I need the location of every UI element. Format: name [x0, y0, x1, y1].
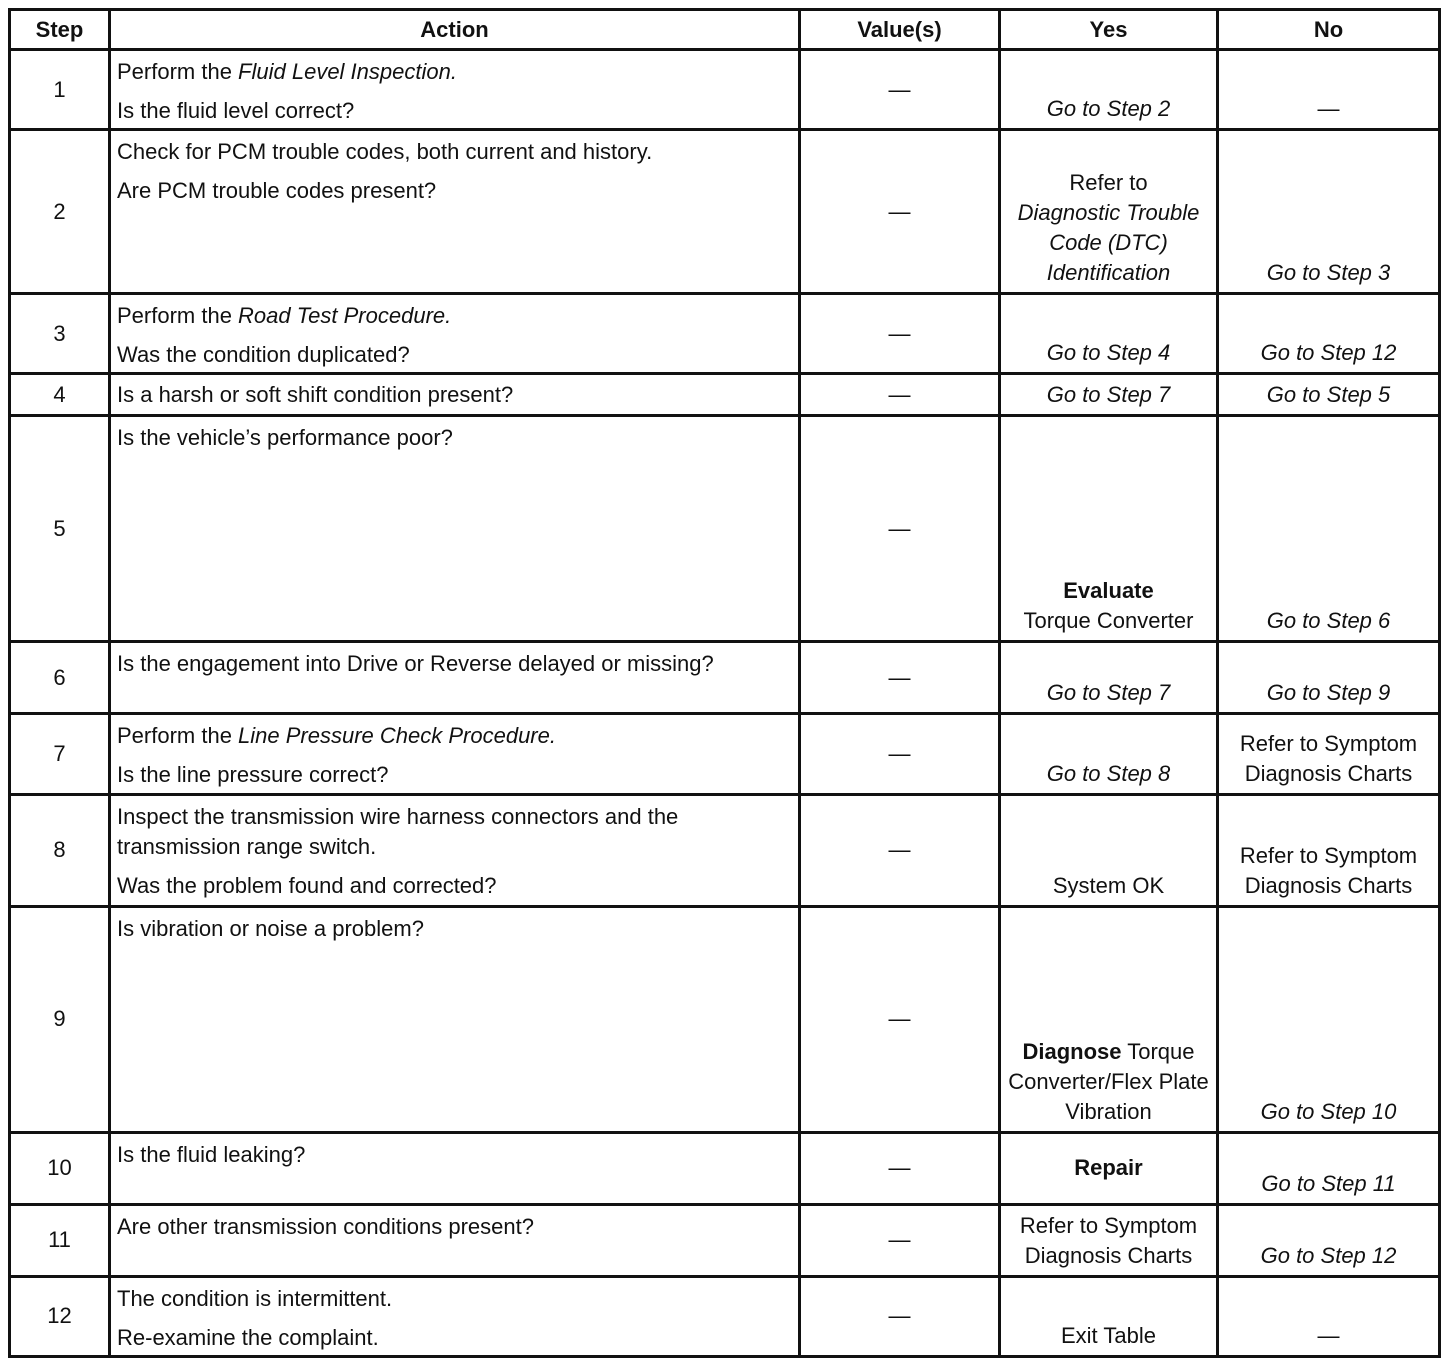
value-cell: —	[800, 1132, 1000, 1204]
value-cell: —	[800, 906, 1000, 1132]
yes-cell	[1000, 416, 1218, 642]
action-question: Is vibration or noise a problem?	[117, 915, 424, 941]
no-cell: —	[1218, 1276, 1440, 1356]
no-cell: Go to Step 12	[1218, 1204, 1440, 1276]
action-cell	[110, 374, 800, 416]
no-cell: Go to Step 11	[1218, 1132, 1440, 1204]
header-step: Step	[10, 10, 110, 50]
action-line	[117, 57, 792, 87]
yes-action-object: Torque Converter	[1023, 608, 1194, 634]
table-row	[10, 1276, 1440, 1356]
value-cell: —	[800, 1276, 1000, 1356]
action-cell	[110, 642, 800, 714]
action-question: Is the line pressure correct?	[117, 762, 389, 788]
yes-cell: Go to Step 4	[1000, 294, 1218, 374]
yes-action-verb: Evaluate	[1063, 578, 1154, 604]
yes-cell: Repair	[1000, 1132, 1218, 1204]
yes-cell: Go to Step 7	[1000, 374, 1218, 416]
action-question: Are PCM trouble codes present?	[117, 178, 437, 204]
value-cell: —	[800, 714, 1000, 794]
yes-cell	[1000, 906, 1218, 1132]
action-text: Perform the	[117, 723, 239, 749]
step-number: 12	[10, 1276, 110, 1356]
yes-reference: Diagnostic Trouble Code (DTC) Identification	[1017, 200, 1200, 286]
action-question: Was the problem found and corrected?	[117, 872, 497, 898]
value-cell: —	[800, 294, 1000, 374]
action-text: Check for PCM trouble codes, both current and history.	[117, 139, 653, 165]
table-row	[10, 714, 1440, 794]
action-cell	[110, 50, 800, 130]
table-row	[10, 642, 1440, 714]
header-action: Action	[110, 10, 800, 50]
table-row	[10, 416, 1440, 642]
action-cell	[110, 1276, 800, 1356]
procedure-reference: Fluid Level Inspection.	[238, 59, 457, 84]
yes-cell: Go to Step 7	[1000, 642, 1218, 714]
value-cell: —	[800, 130, 1000, 294]
table-row	[10, 294, 1440, 374]
action-cell	[110, 906, 800, 1132]
action-instruction: Re-examine the complaint.	[117, 1324, 379, 1350]
no-cell: Go to Step 6	[1218, 416, 1440, 642]
header-yes: Yes	[1000, 10, 1218, 50]
table-row	[10, 50, 1440, 130]
yes-cell: Go to Step 2	[1000, 50, 1218, 130]
no-cell: Go to Step 12	[1218, 294, 1440, 374]
action-text: Perform the	[117, 303, 239, 329]
header-values: Value(s)	[800, 10, 1000, 50]
action-question: Is the engagement into Drive or Reverse delayed or missing?	[117, 651, 714, 677]
procedure-reference: Road Test Procedure.	[238, 303, 452, 329]
table-row	[10, 1132, 1440, 1204]
table-row	[10, 1204, 1440, 1276]
yes-cell: Exit Table	[1000, 1276, 1218, 1356]
action-cell	[110, 416, 800, 642]
yes-cell	[1000, 130, 1218, 294]
action-question: Is a harsh or soft shift condition present?	[117, 381, 514, 407]
yes-cell: Refer to Symptom Diagnosis Charts	[1000, 1204, 1218, 1276]
yes-action-object: Torque Converter/Flex Plate Vibration	[1008, 1038, 1209, 1124]
no-cell: Refer to Symptom Diagnosis Charts	[1218, 794, 1440, 906]
table-row	[10, 794, 1440, 906]
no-cell: —	[1218, 50, 1440, 130]
action-cell	[110, 294, 800, 374]
action-question: Is the fluid level correct?	[117, 98, 355, 123]
table-row	[10, 130, 1440, 294]
step-number: 1	[10, 50, 110, 130]
value-cell: —	[800, 416, 1000, 642]
no-cell: Go to Step 5	[1218, 374, 1440, 416]
step-number: 7	[10, 714, 110, 794]
diagnostic-table	[8, 8, 1441, 1358]
action-question: Is the vehicle’s performance poor?	[117, 425, 453, 451]
yes-refer-text: Refer to	[1069, 170, 1148, 196]
value-cell: —	[800, 642, 1000, 714]
value-cell: —	[800, 374, 1000, 416]
yes-cell: System OK	[1000, 794, 1218, 906]
action-cell	[110, 1204, 800, 1276]
diagnostic-table-page	[8, 8, 1438, 1358]
table-row	[10, 374, 1440, 416]
action-question: Is the fluid leaking?	[117, 1141, 306, 1167]
step-number: 4	[10, 374, 110, 416]
no-cell: Go to Step 3	[1218, 130, 1440, 294]
header-row	[10, 10, 1440, 50]
procedure-reference: Line Pressure Check Procedure.	[238, 723, 556, 749]
no-cell: Go to Step 10	[1218, 906, 1440, 1132]
value-cell: —	[800, 50, 1000, 130]
action-text: The condition is intermittent.	[117, 1285, 393, 1311]
header-no: No	[1218, 10, 1440, 50]
yes-cell: Go to Step 8	[1000, 714, 1218, 794]
step-number: 9	[10, 906, 110, 1132]
no-cell: Refer to Symptom Diagnosis Charts	[1218, 714, 1440, 794]
table-row	[10, 906, 1440, 1132]
action-question: Are other transmission conditions present?	[117, 1213, 534, 1239]
action-text: Inspect the transmission wire harness connectors and the transmission range switch.	[117, 803, 679, 859]
step-number: 10	[10, 1132, 110, 1204]
step-number: 3	[10, 294, 110, 374]
yes-action-verb: Diagnose	[1022, 1038, 1122, 1064]
action-cell	[110, 1132, 800, 1204]
action-cell	[110, 794, 800, 906]
action-cell	[110, 714, 800, 794]
no-cell: Go to Step 9	[1218, 642, 1440, 714]
action-question: Was the condition duplicated?	[117, 342, 410, 368]
step-number: 8	[10, 794, 110, 906]
action-line	[117, 301, 792, 331]
action-cell	[110, 130, 800, 294]
step-number: 11	[10, 1204, 110, 1276]
step-number: 5	[10, 416, 110, 642]
step-number: 2	[10, 130, 110, 294]
value-cell: —	[800, 794, 1000, 906]
step-number: 6	[10, 642, 110, 714]
action-text: Perform the	[117, 59, 239, 84]
value-cell: —	[800, 1204, 1000, 1276]
action-line	[117, 721, 792, 751]
